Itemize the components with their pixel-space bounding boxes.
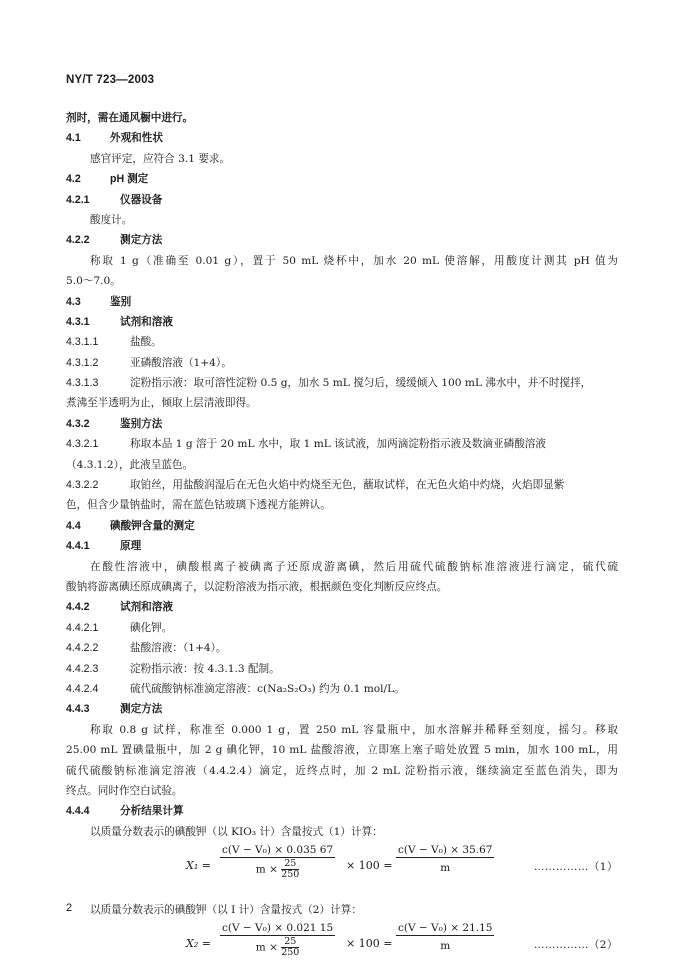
clause-4-3-1-1: 4.3.1.1 盐酸。	[66, 336, 162, 349]
clause-4-3-1-2: 4.3.1.2 亚磷酸溶液（1+4）。	[66, 356, 232, 369]
formula-2	[66, 920, 618, 978]
formula-1-fraction-a: c(V − V₀) × 0.035 67 m × $\frac{25}{250}$	[222, 844, 334, 881]
section-4-1-heading: 4.1 外观和性状	[66, 132, 163, 145]
formula-2-times-100: × 100 =	[346, 937, 393, 951]
section-4-2-2-body-cont: 5.0～7.0。	[66, 275, 121, 288]
section-4-2-2-heading: 4.2.2 测定方法	[66, 234, 163, 247]
clause-4-4-2-4: 4.4.2.4 硫代硫酸钠标准滴定溶液：c(Na₂S₂O₃) 约为 0.1 mol/L。	[66, 682, 405, 695]
formula-1	[66, 842, 618, 900]
section-4-2-1-body: 酸度计。	[90, 213, 133, 226]
clause-4-4-2-3: 4.4.2.3 淀粉指示液：按 4.3.1.3 配制。	[66, 662, 280, 675]
section-4-2-1-heading: 4.2.1 仪器设备	[66, 193, 163, 206]
formula-1-intro: 以质量分数表示的碘酸钾（以 KIO₃ 计）含量按式（1）计算：	[90, 825, 383, 838]
clause-4-3-1-3: 4.3.1.3 淀粉指示液：取可溶性淀粉 0.5 g，加水 5 mL 搅匀后，缓缓倾入 100 mL 沸水中，并不时搅拌，	[66, 377, 592, 390]
page-number: 2	[66, 902, 73, 914]
clause-4-3-2-2-cont: 色，但含少量钠盐时，需在蓝色钴玻璃下透视方能辨认。	[66, 499, 331, 512]
section-4-3-1-heading: 4.3.1 试剂和溶液	[66, 315, 173, 328]
formula-1-times-100: × 100 =	[346, 859, 393, 873]
clause-4-3-2-1: 4.3.2.1 称取本品 1 g 溶于 20 mL 水中，取 1 mL 该试液，加两滴淀粉指示液及数滴亚磷酸溶液	[66, 438, 547, 451]
section-4-4-3-body-cont1: 25.00 mL 置碘量瓶中，加 2 g 碘化钾，10 mL 盐酸溶液，立即塞上塞子暗处放置 5 min，加水 100 mL，用	[66, 744, 618, 757]
continued-line: 剂时，需在通风橱中进行。	[66, 112, 194, 124]
formula-1-fraction-b: $\frac{\text{c(V − V₀) × 35.67}}{m}$	[398, 844, 493, 875]
document-body	[66, 108, 618, 978]
section-4-1-body: 感官评定，应符合 3.1 要求。	[90, 152, 231, 165]
section-4-4-1-body: 在酸性溶液中，碘酸根离子被碘离子还原成游离碘，然后用硫代硫酸钠标准溶液进行滴定，硫代硫	[90, 560, 618, 573]
clause-4-3-2-1-cont: （4.3.1.2），此液呈蓝色。	[66, 458, 194, 471]
clause-4-4-2-2: 4.4.2.2 盐酸溶液：（1+4）。	[66, 642, 227, 655]
section-4-4-1-heading: 4.4.1 原理	[66, 540, 142, 553]
formula-2-intro: 以质量分数表示的碘酸钾（以 I 计）含量按式（2）计算：	[90, 904, 362, 917]
formula-2-fraction-a: c(V − V₀) × 0.021 15 m × $\frac{25}{250}$	[222, 922, 334, 959]
clause-4-3-1-3-cont: 煮沸至半透明为止，倾取上层清液即得。	[66, 397, 257, 410]
formula-1-lhs: X₁ =	[186, 859, 211, 873]
clause-4-3-2-2: 4.3.2.2 取铂丝，用盐酸润湿后在无色火焰中灼烧至无色，蘸取试样，在无色火焰中灼烧，火焰即显紫	[66, 479, 565, 492]
formula-2-lhs: X₂ =	[186, 937, 211, 951]
formula-2-number: ……………（2）	[533, 939, 618, 952]
section-4-4-1-body-cont: 酸钠将游离碘还原成碘离子，以淀粉溶液为指示液，根据颜色变化判断反应终点。	[66, 580, 448, 593]
section-4-4-3-body: 称取 0.8 g 试样，称准至 0.000 1 g，置 250 mL 容量瓶中，加水溶解并稀释至刻度，摇匀。移取	[90, 723, 618, 736]
section-4-2-2-body: 称取 1 g（准确至 0.01 g），置于 50 mL 烧杯中，加水 20 mL 使溶解，用酸度计测其 pH 值为	[90, 254, 618, 267]
section-4-4-3-heading: 4.4.3 测定方法	[66, 703, 163, 716]
section-4-4-3-body-cont3: 终点。同时作空白试验。	[66, 784, 183, 797]
section-4-4-4-heading: 4.4.4 分析结果计算	[66, 805, 184, 818]
standard-code-header: NY/T 723—2003	[66, 74, 155, 86]
section-4-4-2-heading: 4.4.2 试剂和溶液	[66, 601, 173, 614]
section-4-4-3-body-cont2: 硫代硫酸钠标准滴定溶液（4.4.2.4）滴定，近终点时，加 2 mL 淀粉指示液，继续滴定至蓝色消失，即为	[66, 764, 618, 777]
section-4-2-heading: 4.2 pH 测定	[66, 173, 149, 186]
formula-2-fraction-b: $\frac{\text{c(V − V₀) × 21.15}}{m}$	[398, 922, 493, 953]
formula-1-number: ……………（1）	[533, 861, 618, 874]
section-4-3-heading: 4.3 鉴别	[66, 295, 132, 308]
clause-4-4-2-1: 4.4.2.1 碘化钾。	[66, 621, 173, 634]
section-4-4-heading: 4.4 碘酸钾含量的测定	[66, 519, 195, 532]
section-4-3-2-heading: 4.3.2 鉴别方法	[66, 417, 163, 430]
